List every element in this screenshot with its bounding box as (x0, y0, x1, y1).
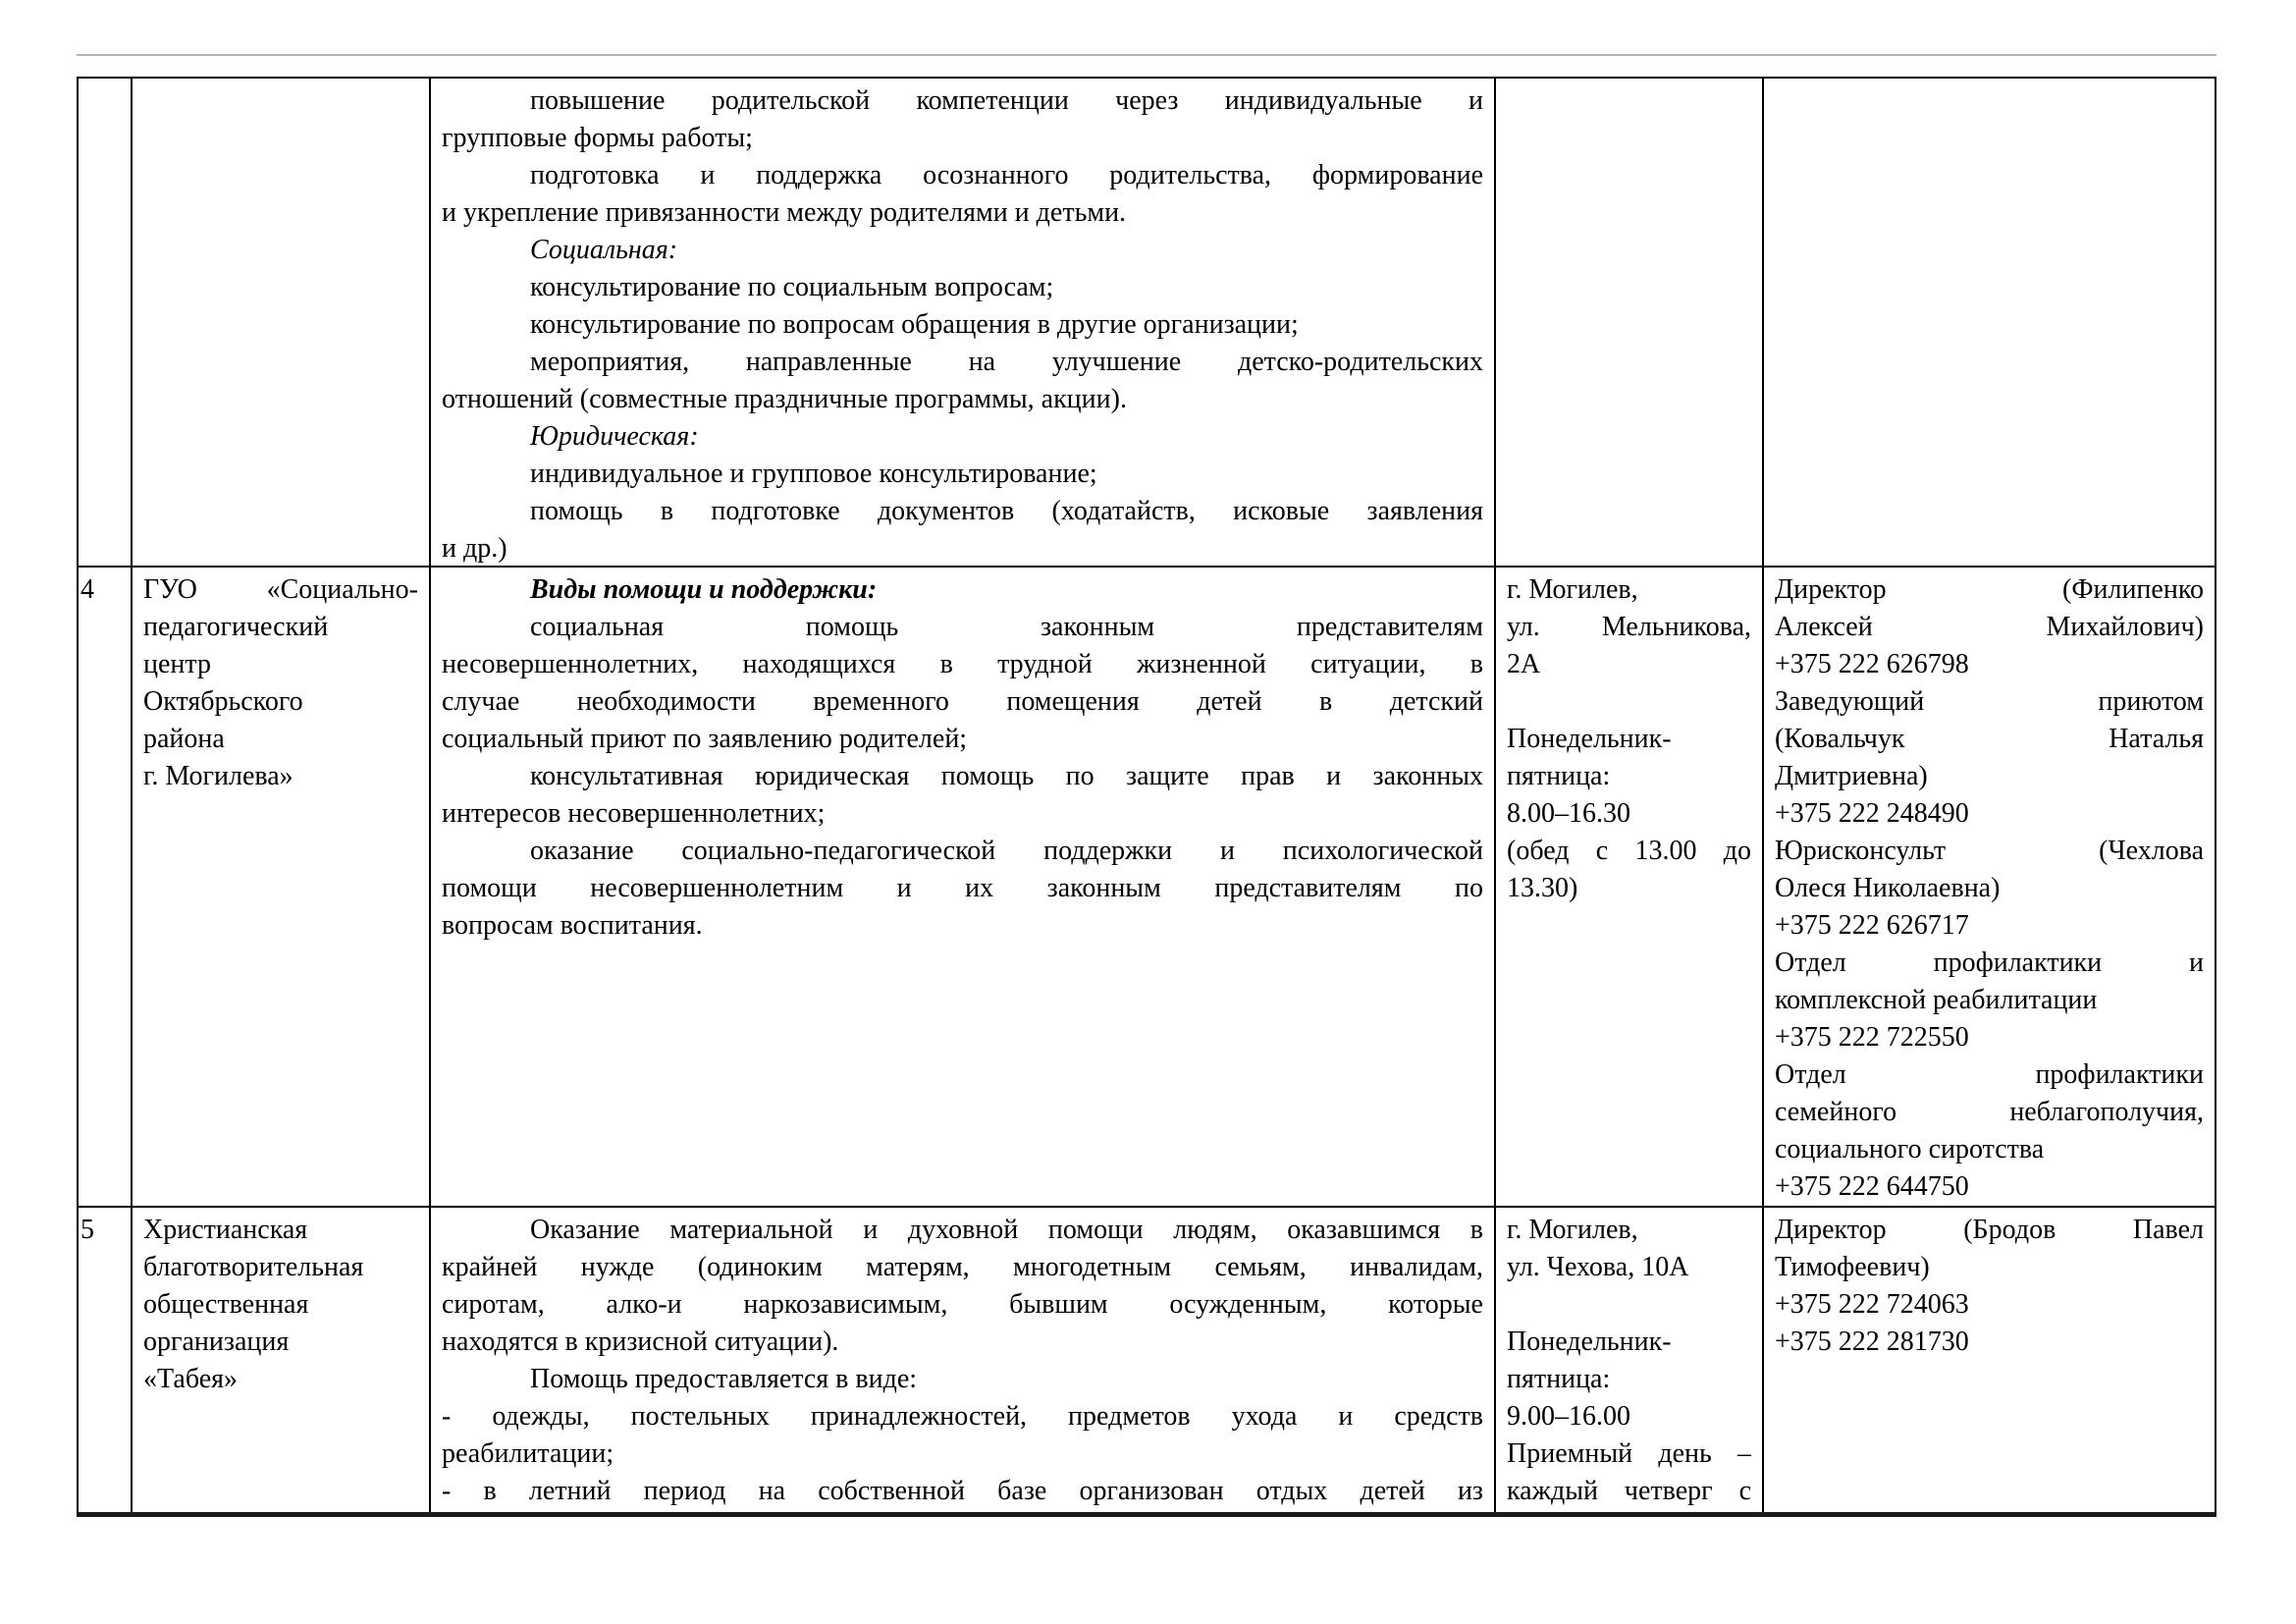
contact-person-line: Алексей Михайлович) (1775, 612, 2204, 642)
text-line: помощи несовершеннолетним и их законным представителям по (442, 873, 1483, 903)
org-name-line: г. Могилева» (143, 761, 294, 791)
org-name-line: Христианская (143, 1215, 308, 1245)
phone-number: +375 222 248490 (1775, 798, 1969, 829)
reception-day-line: каждый четверг с (1507, 1476, 1751, 1506)
department-line: Отдел профилактики (1775, 1059, 2204, 1090)
lunch-break-line: (обед с 13.00 до (1507, 836, 1751, 866)
text-line: - в летний период на собственной базе организован отдых детей из (442, 1476, 1483, 1506)
org-name-line: района (143, 724, 225, 754)
work-hours-line: пятница: (1507, 761, 1611, 791)
contact-person-line: Директор (Филипенко (1775, 574, 2204, 605)
contact-person-line: Тимофеевич) (1775, 1252, 1930, 1282)
org-name-line: организация (143, 1326, 290, 1357)
text-line: социальный приют по заявлению родителей; (442, 724, 968, 754)
blank-line (1507, 683, 1751, 721)
contact-person-line: Дмитриевна) (1775, 761, 1928, 791)
contact-person-line: Олеся Николаевна) (1775, 873, 2001, 903)
previous-page-edge-line (77, 54, 2216, 56)
row-number-cell (79, 79, 133, 566)
work-hours-line: 9.00–16.00 (1507, 1401, 1630, 1432)
address-cell (1496, 1208, 1764, 1512)
contact-person-line: Директор (Бродов Павел (1775, 1215, 2204, 1245)
contacts-cell (1764, 568, 2215, 1206)
text-line: Оказание материальной и духовной помощи людям, оказавшимся в (530, 1215, 1483, 1245)
reception-day-line: Приемный день – (1507, 1438, 1751, 1469)
lunch-break-line: 13.30) (1507, 873, 1578, 903)
phone-number: +375 222 626798 (1775, 649, 1969, 679)
page-break-table-edge (77, 1512, 2216, 1517)
row-number-cell (79, 568, 133, 1206)
text-line: консультирование по вопросам обращения в другие организации; (530, 309, 1299, 340)
org-name-line: «Табея» (143, 1364, 239, 1394)
text-line: Помощь предоставляется в виде: (530, 1364, 918, 1394)
row-number: 4 (80, 574, 94, 605)
contact-person-line: Заведующий приютом (1775, 686, 2204, 717)
description-cell (431, 79, 1496, 566)
phone-number: +375 222 626717 (1775, 910, 1969, 941)
department-line: Отдел профилактики и (1775, 947, 2204, 978)
text-line: крайней нужде (одиноким матерям, многодетным семьям, инвалидам, (442, 1252, 1483, 1282)
org-name-line: благотворительная (143, 1252, 364, 1282)
org-name-line: общественная (143, 1289, 309, 1320)
work-hours-line: 8.00–16.30 (1507, 798, 1630, 829)
row-number: 5 (80, 1215, 94, 1245)
org-name-cell (133, 79, 431, 566)
text-line: реабилитации; (442, 1438, 614, 1469)
text-line: вопросам воспитания. (442, 910, 703, 941)
text-line: индивидуальное и групповое консультирование; (530, 459, 1097, 489)
text-line: интересов несовершеннолетних; (442, 798, 826, 829)
blank-line (1507, 1286, 1751, 1324)
text-line: групповые формы работы; (442, 123, 753, 153)
org-name-line: ГУО «Социально- (143, 574, 418, 605)
work-hours-line: Понедельник- (1507, 724, 1672, 754)
department-line: семейного неблагополучия, (1775, 1097, 2204, 1127)
text-line: случае необходимости временного помещения детей в детский (442, 686, 1483, 717)
org-name-cell (133, 568, 431, 1206)
text-line: мероприятия, направленные на улучшение детско-родительских (530, 347, 1483, 377)
table-row-continuation (79, 79, 2215, 568)
description-cell (431, 568, 1496, 1206)
table-row-4 (79, 568, 2215, 1208)
contacts-cell (1764, 1208, 2215, 1512)
text-line: консультирование по социальным вопросам; (530, 272, 1054, 302)
phone-number: +375 222 644750 (1775, 1171, 1969, 1202)
work-hours-line: пятница: (1507, 1364, 1611, 1394)
text-line: оказание социально-педагогической поддержки и психологической (530, 836, 1483, 866)
text-line: помощь в подготовке документов (ходатайств, исковые заявления (530, 496, 1483, 526)
contact-person-line: (Ковальчук Наталья (1775, 724, 2204, 754)
phone-number: +375 222 724063 (1775, 1289, 1969, 1320)
address-cell (1496, 568, 1764, 1206)
address-city-line: г. Могилев, (1507, 1215, 1638, 1245)
text-line: и укрепление привязанности между родителями и детьми. (442, 197, 1127, 228)
address-street-line: ул. Чехова, 10А (1507, 1252, 1689, 1282)
text-line: находятся в кризисной ситуации). (442, 1326, 839, 1357)
text-line: и др.) (442, 533, 507, 564)
text-line: повышение родительской компетенции через индивидуальные и (530, 85, 1483, 116)
department-line: социального сиротства (1775, 1134, 2045, 1164)
address-cell (1496, 79, 1764, 566)
address-street-line: 2А (1507, 649, 1541, 679)
department-line: комплексной реабилитации (1775, 985, 2098, 1015)
text-line: социальная помощь законным представителям (530, 612, 1483, 642)
section-heading-legal: Юридическая: (530, 421, 699, 452)
text-line: сиротам, алко-и наркозависимым, бывшим осужденным, которые (442, 1289, 1483, 1320)
address-city-line: г. Могилев, (1507, 574, 1638, 605)
org-name-line: центр (143, 649, 211, 679)
section-heading-social: Социальная: (530, 235, 678, 265)
text-line: - одежды, постельных принадлежностей, предметов ухода и средств (442, 1401, 1483, 1432)
organizations-table (77, 77, 2216, 1512)
description-heading: Виды помощи и поддержки: (530, 574, 878, 605)
address-street-line: ул. Мельникова, (1507, 612, 1751, 642)
text-line: отношений (совместные праздничные программы, акции). (442, 384, 1127, 414)
text-line: консультативная юридическая помощь по защите прав и законных (530, 761, 1483, 791)
table-row-5 (79, 1208, 2215, 1512)
org-name-line: Октябрьского (143, 686, 303, 717)
org-name-line: педагогический (143, 612, 329, 642)
phone-number: +375 222 281730 (1775, 1326, 1969, 1357)
contacts-cell (1764, 79, 2215, 566)
text-line: несовершеннолетних, находящихся в трудной жизненной ситуации, в (442, 649, 1483, 679)
phone-number: +375 222 722550 (1775, 1022, 1969, 1053)
org-name-cell (133, 1208, 431, 1512)
work-hours-line: Понедельник- (1507, 1326, 1672, 1357)
description-cell (431, 1208, 1496, 1512)
text-line: подготовка и поддержка осознанного родительства, формирование (530, 160, 1483, 190)
contact-person-line: Юрисконсульт (Чехлова (1775, 836, 2204, 866)
row-number-cell (79, 1208, 133, 1512)
